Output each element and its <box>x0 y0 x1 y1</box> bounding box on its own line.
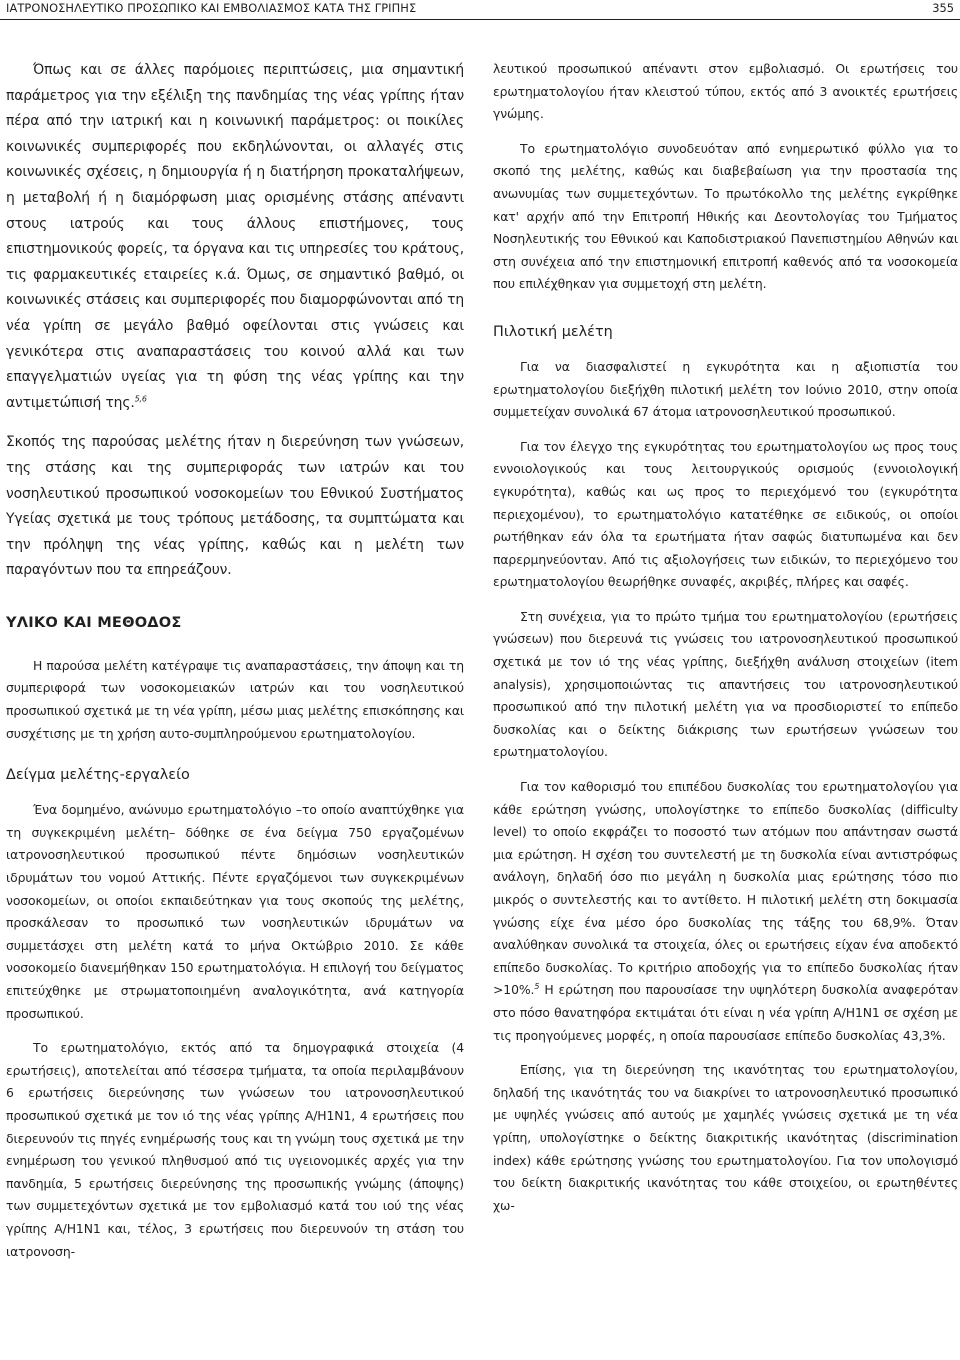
pilot-paragraph-4 <box>493 776 958 1047</box>
citation-ref: 5,6 <box>134 394 147 404</box>
citation-ref: 5 <box>534 982 540 992</box>
ethics-paragraph: Το ερωτηματολόγιο συνοδευόταν από ενημερωτικό φύλλο για το σκοπό της μελέτης, καθώς και διαβεβαίωση για την προστασία της ανωνυμίας των συμμετεχόντων. Το πρωτόκολλο της μελέτης εγκρίθηκε κατ' αρχήν από την Επιτροπή Ηθικής και Δεοντολογίας του Τμήματος Νοσηλευτικής του Εθνικού και Καποδιστριακού Πανεπιστημίου Αθηνών και στη συνέχεια από την επιστημονική επιτροπή καθενός από τα νοσοκομεία που επιλέχθηκαν για συμμετοχή στη μελέτη. <box>493 140 958 292</box>
pilot-paragraph-4-text: Για τον καθορισμό του επιπέδου δυσκολίας του ερωτηματολογίου για κάθε ερώτηση γνώσης, υπολογίστηκε το επίπεδο δυσκολίας (difficulty level) το οποίο εκφράζει το ποσοστό των ατόμων που απάντησαν σωστά μια ερώτηση. Η σχέση του συντελεστή με τη δυσκολία είναι αντιστρόφως ανάλογη, δηλαδή όσο πιο μεγάλη η δυσκολία μιας ερώτησης τόσο πιο μικρός ο συντελεστής και το αντίθετο. Η πιλοτική μελέτη στη δοκιμασία γνώσης είχε ένα μέσο όρο δυσκολίας της τάξης του 68,9%. Όταν αναλύθηκαν συνολικά τα στοιχεία, όλες οι ερωτήσεις είχαν ένα αποδεκτό επίπεδο δυσκολίας. Το κριτήριο αποδοχής για το επίπεδο δυσκολίας ήταν >10%. <box>493 779 958 998</box>
methods-paragraph: Η παρούσα μελέτη κατέγραψε τις αναπαραστάσεις, την άποψη και τη συμπεριφορά των νοσοκομειακών ιατρών και του νοσηλευτικού προσωπικού σχετικά με τη νέα γρίπη, μέσω μιας μελέτης επισκόπησης και συσχέτισης με τη χρήση αυτο-συμπληρούμενου ερωτηματολογίου. <box>6 657 464 741</box>
right-column <box>493 58 958 1217</box>
section-heading-materials-methods: ΥΛΙΚΟ ΚΑΙ ΜΕΘΟΔΟΣ <box>6 613 182 631</box>
running-header <box>0 0 960 22</box>
pilot-paragraph-2: Για τον έλεγχο της εγκυρότητας του ερωτηματολογίου ως προς τους εννοιολογικούς και τους λειτουργικούς ορισμούς (εννοιολογική εγκυρότητα), καθώς και ως προς το περιεχόμενό του (εγκυρότητα περιεχομένου), το ερωτηματολόγιο κατατέθηκε σε ειδικούς, οι οποίοι ρωτήθηκαν εάν όλα τα ερωτήματα ήταν σαφώς διατυπωμένα και δεν παρερμηνεύονταν. Από τις αξιολογήσεις των ειδικών, το περιεχόμενο του ερωτηματολογίου θεωρήθηκε συναφές, ακριβές, πλήρες και σαφές. <box>493 438 958 590</box>
pilot-paragraph-5: Επίσης, για τη διερεύνηση της ικανότητας του ερωτηματολογίου, δηλαδή της ικανότητάς του να διακρίνει το ιατρονοσηλευτικό προσωπικό με υψηλές γνώσεις από αυτούς με χαμηλές γνώσεις σχετικά με τη νέα γρίπη, υπολογίστηκε ο δείκτης διακριτικής ικανότητας (discrimination index) κάθε ερώτησης γνώσης του ερωτηματολογίου. Για τον υπολογισμό του δείκτη διακριτικής ικανότητας του κάθε στοιχείου, οι ερωτηθέντες χω- <box>493 1062 958 1213</box>
intro-paragraph-1 <box>6 58 464 416</box>
subsection-heading-pilot: Πιλοτική μελέτη <box>493 323 613 340</box>
page-number: 355 <box>932 1 954 15</box>
header-rule <box>0 19 960 20</box>
pilot-paragraph-3: Στη συνέχεια, για το πρώτο τμήμα του ερωτηματολογίου (ερωτήσεις γνώσεων) που διερευνά τις γνώσεις του ιατρονοσηλευτικού προσωπικού σχετικά με τον ιό της νέας γρίπης, διεξήχθη ανάλυση στοιχείων (item analysis), χρησιμοποιώντας τις απαντήσεις του ιατρονοσηλευτικού προσωπικού από την πιλοτική μελέτη για να προσδιοριστεί το επίπεδο δυσκολίας και ο δείκτης διάκρισης των ερωτήσεων γνώσεων του ερωτηματολογίου. <box>493 608 958 760</box>
intro-paragraph-1-text: Όπως και σε άλλες παρόμοιες περιπτώσεις, μια σημαντική παράμετρος για την εξέλιξη της πανδημίας της νέας γρίπης ήταν πέρα από την ιατρική και η κοινωνική παράμετρος: οι ποικίλες κοινωνικές συμπεριφορές που εκδηλώνονται, οι αλλαγές στις κοινωνικές σχέσεις, η δημιουργία ή η διατήρηση προκαταλήψεων, η μεταβολή ή η διαμόρφωση μιας ορισμένης στάσης απέναντι στους ιατρούς και τους άλλους επιστήμονες, τους επιστημονικούς φορείς, τα όργανα και τις υπηρεσίες του κράτους, τις φαρμακευτικές εταιρείες κ.ά. Όμως, σε σημαντικό βαθμό, οι κοινωνικές στάσεις και συμπεριφορές που διαμορφώνονται από τη νέα γρίπη σε μεγάλο βαθμό οφείλονται στις γνώσεις και γενικότερα στις αναπαραστάσεις του κοινού αλλά και των επαγγελματιών υγείας για τη φύση της νέας γρίπης και την αντιμετώπισή της. <box>6 62 464 411</box>
left-column <box>6 58 464 1263</box>
intro-paragraph-2: Σκοπός της παρούσας μελέτης ήταν η διερεύνηση των γνώσεων, της στάσης και της συμπεριφοράς των ιατρών και του νοσηλευτικού προσωπικού νοσοκομείων του Εθνικού Συστήματος Υγείας σχετικά με τους τρόπους μετάδοσης, τα συμπτώματα και την πρόληψη της νέας γρίπης, καθώς και η μελέτη των παραγόντων που τα επηρεάζουν. <box>6 434 464 579</box>
pilot-paragraph-1: Για να διασφαλιστεί η εγκυρότητα και η αξιοπιστία του ερωτηματολογίου διεξήχθη πιλοτική μελέτη τον Ιούνιο 2010, στην οποία συμμετείχαν συνολικά 67 άτομα ιατρονοσηλευτικού προσωπικού. <box>493 358 958 420</box>
sample-paragraph-1: Ένα δομημένο, ανώνυμο ερωτηματολόγιο –το οποίο αναπτύχθηκε για τη συγκεκριμένη μελέτη– δόθηκε σε ένα δείγμα 750 εργαζομένων ιατρονοσηλευτικού προσωπικού πέντε δημόσιων νοσηλευτικών ιδρυμάτων του νομού Αττικής. Πέντε εργαζόμενοι των συγκεκριμένων νοσοκομείων, οι οποίοι εκπαιδεύτηκαν για τους σκοπούς της μελέτης, προσκάλεσαν το προσωπικό των νοσηλευτικών ιδρυμάτων να συμμετάσχει στη μελέτη κατά το μήνα Οκτώβριο 2010. Σε κάθε νοσοκομείο διανεμήθηκαν 150 ερωτηματολόγια. Η επιλογή του δείγματος επιτεύχθηκε με στρωματοποιημένη αναλογικότητα, ανά κατηγορία προσωπικού. <box>6 802 464 1021</box>
running-header-title: ΙΑΤΡΟΝΟΣΗΛΕΥΤΙΚΟ ΠΡΟΣΩΠΙΚΟ ΚΑΙ ΕΜΒΟΛΙΑΣΜΟΣ ΚΑΤΑ ΤΗΣ ΓΡΙΠΗΣ <box>6 1 417 15</box>
subsection-heading-sample: Δείγμα μελέτης-εργαλείο <box>6 767 190 784</box>
pilot-paragraph-4-tail: Η ερώτηση που παρουσίασε την υψηλότερη δυσκολία αναφερόταν στο πόσο θανατηφόρα εκτιμάται ότι είναι η νέα γρίπη Α/Η1Ν1 σε σχέση με τις προηγούμενες μορφές, η οποία παρουσίασε επίπεδο δυσκολίας 43,3%. <box>493 982 958 1043</box>
continued-paragraph: λευτικού προσωπικού απέναντι στον εμβολιασμό. Οι ερωτήσεις του ερωτηματολογίου ήταν κλειστού τύπου, εκτός από 3 ανοικτές ερωτήσεις γνώμης. <box>493 61 958 122</box>
sample-paragraph-2: Το ερωτηματολόγιο, εκτός από τα δημογραφικά στοιχεία (4 ερωτήσεις), αποτελείται από τέσσερα τμήματα, τα οποία περιλαμβάνουν 6 ερωτήσεις διερεύνησης των γνώσεων του ιατρονοσηλευτικού προσωπικού σχετικά με τον ιό της νέας γρίπης Α/Η1Ν1, 4 ερωτήσεις που διερευνούν τις πηγές ενημέρωσής τους και τη γνώμη τους σχετικά με την ενημέρωση του γενικού πληθυσμού από τις υγειονομικές αρχές για την πανδημία, 5 ερωτήσεις διερεύνησης της προσωπικής γνώμης (άποψης) των συμμετεχόντων σχετικά με τον εμβολιασμό κατά του ιού της νέας γρίπης Α/Η1Ν1 και, τέλος, 3 ερωτήσεις που διερευνούν τη στάση του ιατρονοση- <box>6 1040 464 1259</box>
